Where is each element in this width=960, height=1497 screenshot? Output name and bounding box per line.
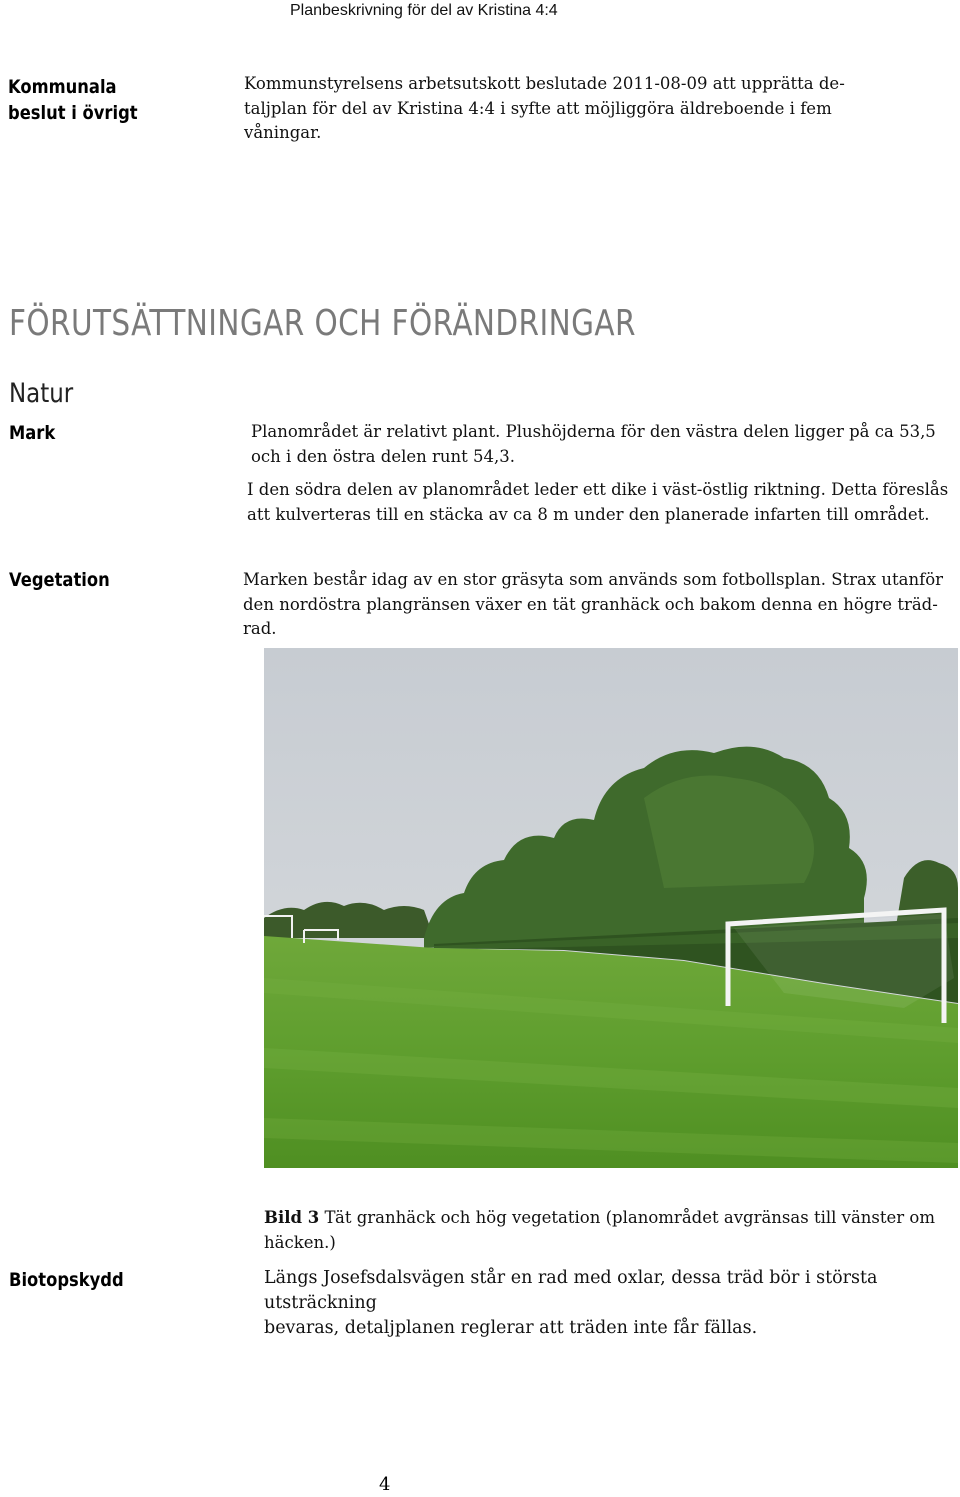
- natur-subtitle: Natur: [9, 378, 74, 409]
- vegetation-line: den nordöstra plangränsen växer en tät granhäck och bakom denna en högre träd-: [243, 594, 938, 614]
- kommunala-beslut-line: våningar.: [244, 123, 322, 142]
- vegetation-label: Vegetation: [9, 569, 110, 591]
- football-field-photo: [264, 648, 958, 1168]
- biotopskydd-label: Biotopskydd: [9, 1269, 124, 1291]
- kommunala-beslut-label-line2: beslut i övrigt: [8, 102, 138, 124]
- mark-paragraph-1: [251, 420, 936, 469]
- mark-paragraph-2: [247, 478, 948, 527]
- biotopskydd-line: Längs Josefsdalsvägen står en rad med oxlar, dessa träd bör i största utsträckning: [264, 1268, 878, 1313]
- kommunala-beslut-line: taljplan för del av Kristina 4:4 i syfte att möjliggöra äldreboende i fem: [244, 98, 832, 118]
- vegetation-line: rad.: [243, 619, 277, 638]
- vegetation-line: Marken består idag av en stor gräsyta som används som fotbollsplan. Strax utanför: [243, 570, 944, 589]
- running-header: Planbeskrivning för del av Kristina 4:4: [290, 2, 558, 19]
- kommunala-beslut-label: [8, 74, 138, 126]
- mark-line: Planområdet är relativt plant. Plushöjderna för den västra delen ligger på ca 53,5: [251, 422, 936, 441]
- biotopskydd-paragraph: [264, 1266, 960, 1341]
- biotopskydd-line: bevaras, detaljplanen reglerar att träden inte får fällas.: [264, 1318, 758, 1338]
- section-title: FÖRUTSÄTTNINGAR OCH FÖRÄNDRINGAR: [9, 303, 636, 344]
- vegetation-paragraph: [243, 568, 943, 642]
- kommunala-beslut-line: Kommunstyrelsens arbetsutskott beslutade 2011-08-09 att upprätta de-: [244, 74, 845, 93]
- kommunala-beslut-text: [244, 72, 845, 146]
- mark-line: I den södra delen av planområdet leder ett dike i väst-östlig riktning. Detta föreslås: [247, 480, 949, 499]
- mark-label: Mark: [9, 422, 56, 444]
- figure-caption-text: Tät granhäck och hög vegetation (planområdet avgränsas till vänster om häcken.): [264, 1208, 936, 1252]
- kommunala-beslut-label-line1: Kommunala: [8, 76, 117, 98]
- figure-caption: [264, 1206, 960, 1255]
- mark-line: och i den östra delen runt 54,3.: [251, 446, 516, 466]
- page-number: 4: [379, 1474, 391, 1495]
- mark-line: att kulverteras till en stäcka av ca 8 m under den planerade infarten till området.: [247, 504, 930, 524]
- figure-caption-label: Bild 3: [264, 1208, 320, 1227]
